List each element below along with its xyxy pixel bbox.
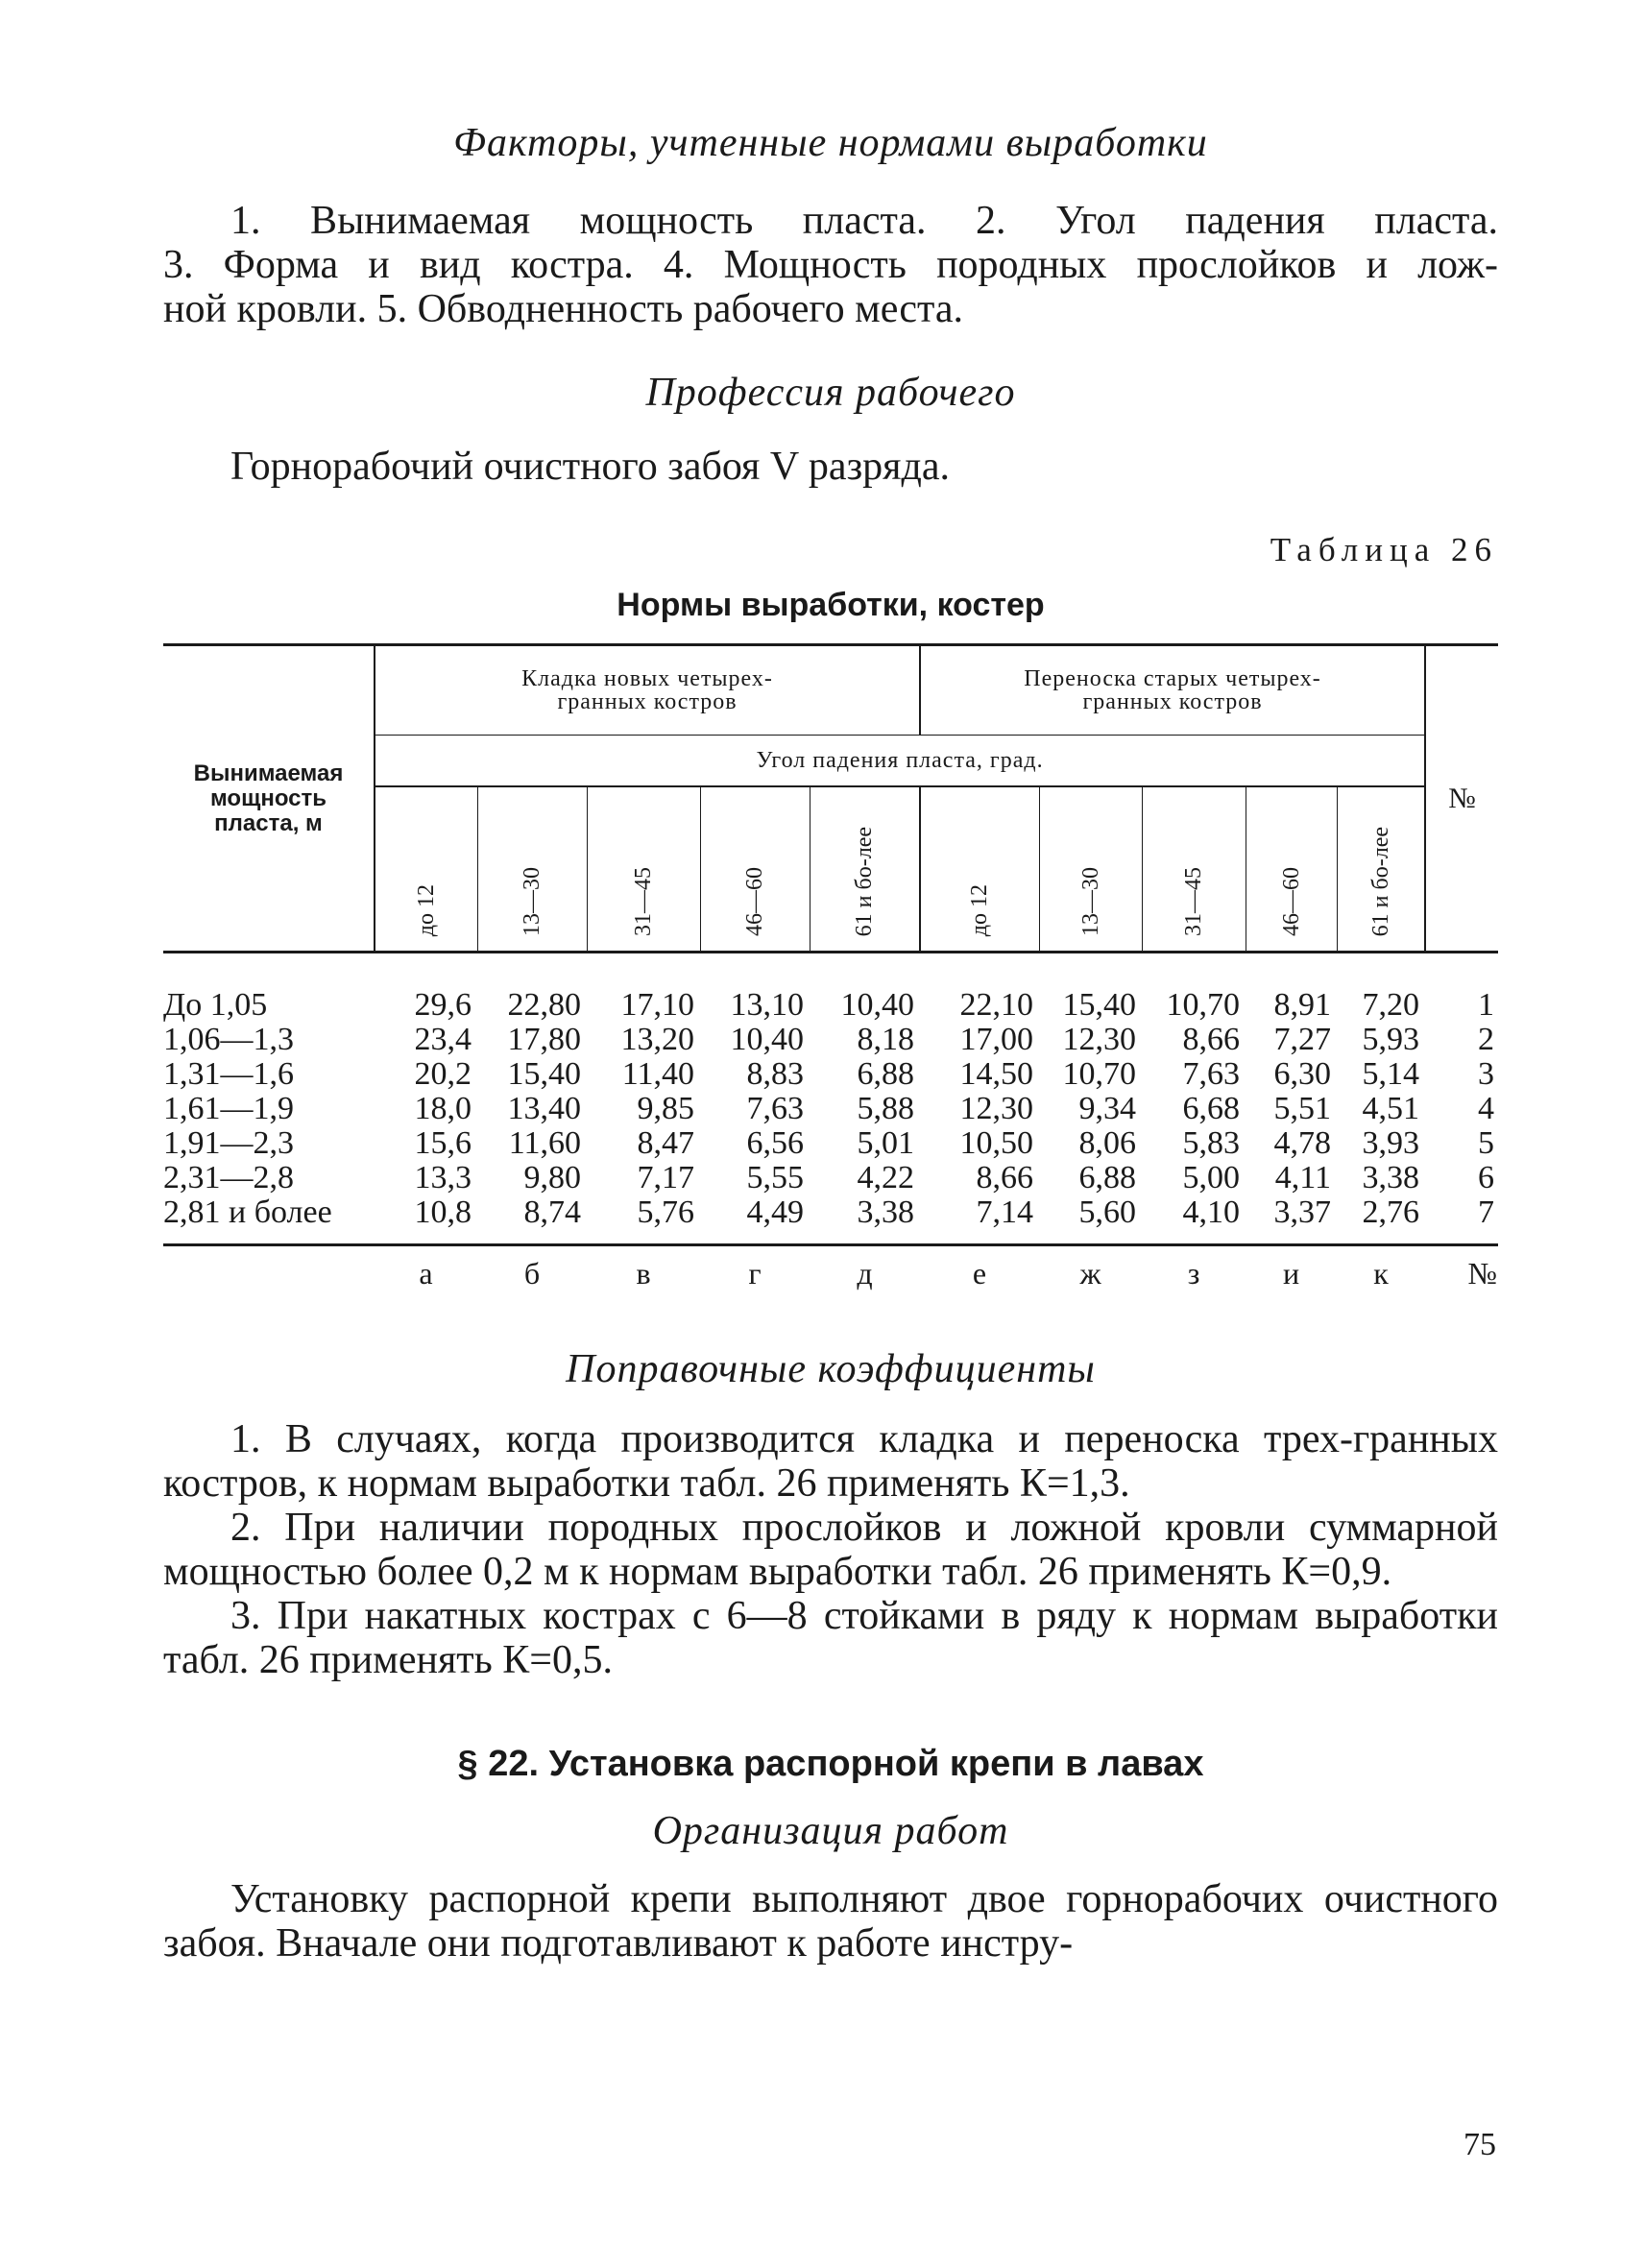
- norms-table: [163, 643, 1498, 1292]
- row-number: 1: [1478, 987, 1495, 1023]
- table-cell: 5,51: [1273, 1091, 1332, 1126]
- angle-col-z: [1142, 786, 1246, 953]
- letters-num: №: [1467, 1256, 1498, 1291]
- table-cell: 5,76: [637, 1194, 694, 1230]
- row-number: 6: [1478, 1160, 1495, 1195]
- table-cell: 4,49: [746, 1194, 804, 1230]
- table-row: [163, 1161, 1498, 1195]
- table-cell: 7,20: [1362, 987, 1420, 1023]
- row-number: 3: [1478, 1056, 1495, 1092]
- column-letter: к: [1373, 1256, 1389, 1291]
- table-cell: 7,14: [976, 1194, 1034, 1230]
- table-cell: 9,85: [637, 1091, 694, 1126]
- table-cell: 17,00: [959, 1022, 1034, 1057]
- table-cell: 15,40: [507, 1056, 581, 1092]
- group-old-line-2: гранных костров: [1082, 689, 1263, 714]
- coefficient-item-1: 1. В случаях, когда производится кладка и переноска трех-гранных костров, к нормам выработки табл. 26 применять К=1,3.: [163, 1417, 1498, 1506]
- table-row: [163, 988, 1498, 1023]
- angle-header-label: Угол падения пласта, град.: [756, 748, 1044, 773]
- table-cell: 8,18: [857, 1022, 915, 1057]
- table-title: Нормы выработки, костер: [617, 587, 1045, 623]
- num-header-label: №: [1448, 782, 1476, 814]
- table-cell: 8,06: [1078, 1125, 1137, 1161]
- angle-label: 31—45: [631, 867, 656, 936]
- row-label: 2,81 и более: [163, 1194, 332, 1230]
- table-cell: 15,40: [1062, 987, 1137, 1023]
- page-number: 75: [1464, 2127, 1496, 2162]
- table-cell: 13,20: [620, 1022, 694, 1057]
- table-cell: 8,47: [637, 1125, 694, 1161]
- row-number: 4: [1478, 1091, 1495, 1126]
- table-cell: 6,30: [1273, 1056, 1332, 1092]
- table-cell: 8,91: [1273, 987, 1332, 1023]
- angle-header: [375, 736, 1425, 787]
- section-text: Установку распорной крепи выполняют двое горнорабочих очистного забоя. Вначале они подготавливают к работе инстру-: [163, 1877, 1498, 1966]
- table-cell: 6,88: [857, 1056, 915, 1092]
- letters-blank: [163, 1245, 375, 1293]
- table-cell: 3,38: [857, 1194, 915, 1230]
- table-row: [163, 1195, 1498, 1245]
- group-new-header: [375, 645, 920, 736]
- table-cell: 3,93: [1362, 1125, 1420, 1161]
- angle-col-b: [477, 786, 587, 953]
- table-cell: 5,88: [857, 1091, 915, 1126]
- table-body: [163, 953, 1498, 1293]
- table-cell: 9,80: [523, 1160, 581, 1195]
- row-label: 2,31—2,8: [163, 1160, 294, 1195]
- table-cell: 10,50: [959, 1125, 1034, 1161]
- table-row: [163, 1057, 1498, 1092]
- table-cell: 22,80: [507, 987, 581, 1023]
- row-number: 2: [1478, 1022, 1495, 1057]
- factors-line-1: 1. Вынимаемая мощность пласта. 2. Угол падения пласта.: [230, 199, 1498, 243]
- angle-label: 13—30: [1077, 867, 1103, 936]
- table-cell: 10,8: [414, 1194, 472, 1230]
- table-cell: 4,10: [1182, 1194, 1241, 1230]
- section-title: § 22. Установка распорной крепи в лавах: [457, 1744, 1204, 1784]
- angle-col-i: [1246, 786, 1337, 953]
- table-cell: 4,22: [857, 1160, 915, 1195]
- angle-label: 61 и бо-лее: [1367, 826, 1393, 936]
- table-cell: 18,0: [414, 1091, 472, 1126]
- angle-col-zh: [1039, 786, 1142, 953]
- group-new-line-2: гранных костров: [557, 689, 738, 714]
- table-cell: 17,80: [507, 1022, 581, 1057]
- table-cell: 7,63: [1182, 1056, 1241, 1092]
- column-letter: а: [419, 1256, 433, 1291]
- angle-col-k: [1337, 786, 1425, 953]
- table-header-row-groups: [163, 645, 1498, 736]
- angle-label: 46—60: [742, 867, 767, 936]
- angle-label: 46—60: [1278, 867, 1304, 936]
- table-cell: 9,34: [1078, 1091, 1137, 1126]
- angle-col-a: [375, 786, 477, 953]
- table-cell: 3,38: [1362, 1160, 1420, 1195]
- row-label: 1,91—2,3: [163, 1125, 294, 1161]
- row-label: 1,31—1,6: [163, 1056, 294, 1092]
- table-cell: 5,93: [1362, 1022, 1420, 1057]
- factors-text: [163, 199, 1498, 331]
- section-subheading: Организация работ: [652, 1809, 1009, 1853]
- column-letter: ж: [1079, 1256, 1101, 1291]
- table-cell: 6,88: [1078, 1160, 1137, 1195]
- angle-label: 61 и бо-лее: [852, 826, 878, 936]
- column-letter: з: [1187, 1256, 1200, 1291]
- table-cell: 10,40: [840, 987, 915, 1023]
- column-letter: и: [1282, 1256, 1300, 1291]
- table-cell: 20,2: [414, 1056, 472, 1092]
- table-cell: 7,17: [637, 1160, 694, 1195]
- angle-label: до 12: [967, 883, 993, 936]
- table-row: [163, 1126, 1498, 1161]
- angle-col-d: [810, 786, 920, 953]
- table-cell: 11,60: [508, 1125, 581, 1161]
- table-cell: 4,51: [1362, 1091, 1420, 1126]
- column-letter: д: [857, 1256, 873, 1291]
- angle-label: до 12: [413, 883, 439, 936]
- coefficient-item-3: 3. При накатных кострах с 6—8 стойками в ряду к нормам выработки табл. 26 применять К=0,5.: [163, 1594, 1498, 1682]
- table-cell: 7,27: [1273, 1022, 1332, 1057]
- table-cell: 14,50: [959, 1056, 1034, 1092]
- table-cell: 6,68: [1182, 1091, 1241, 1126]
- profession-text: Горнорабочий очистного забоя V разряда.: [230, 445, 950, 489]
- factors-line-3: ной кровли. 5. Обводненность рабочего места.: [163, 287, 964, 331]
- column-letter: е: [972, 1256, 987, 1291]
- coefficient-item-2: 2. При наличии породных прослойков и ложной кровли суммарной мощностью более 0,2 м к нормам выработки табл. 26 применять К=0,9.: [163, 1506, 1498, 1594]
- coefficients-heading: Поправочные коэффициенты: [566, 1347, 1096, 1391]
- row-label: 1,06—1,3: [163, 1022, 294, 1057]
- row-label: До 1,05: [163, 987, 268, 1023]
- table-cell: 8,74: [523, 1194, 581, 1230]
- row-number: 5: [1478, 1125, 1495, 1161]
- factors-line-2: 3. Форма и вид костра. 4. Мощность породных прослойков и лож-: [163, 243, 1498, 287]
- num-header: [1425, 645, 1498, 953]
- spacer-row: [163, 953, 1498, 989]
- angle-label: 31—45: [1181, 867, 1207, 936]
- column-letter: г: [748, 1256, 762, 1291]
- table-cell: 22,10: [959, 987, 1034, 1023]
- table-cell: 3,37: [1273, 1194, 1332, 1230]
- table-cell: 12,30: [1062, 1022, 1137, 1057]
- table-cell: 17,10: [620, 987, 694, 1023]
- angle-col-g: [700, 786, 810, 953]
- angle-col-v: [587, 786, 700, 953]
- group-old-line-1: Переноска старых четырех-: [1024, 666, 1321, 691]
- column-letter: в: [636, 1256, 651, 1291]
- factors-heading: Факторы, учтенные нормами выработки: [453, 121, 1208, 165]
- table-cell: 29,6: [414, 987, 472, 1023]
- column-letters-row: [163, 1245, 1498, 1293]
- table-cell: 13,40: [507, 1091, 581, 1126]
- table-row: [163, 1092, 1498, 1126]
- table-cell: 13,10: [730, 987, 804, 1023]
- table-cell: 10,40: [730, 1022, 804, 1057]
- table-cell: 11,40: [621, 1056, 694, 1092]
- table-cell: 7,63: [746, 1091, 804, 1126]
- angle-label: 13—30: [520, 867, 544, 936]
- row-number: 7: [1478, 1194, 1495, 1230]
- table-cell: 6,56: [746, 1125, 804, 1161]
- table-cell: 10,70: [1062, 1056, 1137, 1092]
- table-cell: 4,78: [1273, 1125, 1332, 1161]
- column-letter: б: [523, 1256, 541, 1291]
- table-cell: 5,55: [746, 1160, 804, 1195]
- table-cell: 2,76: [1362, 1194, 1420, 1230]
- table-cell: 5,83: [1182, 1125, 1241, 1161]
- row-header-label: Вынимаемая мощность пласта, м: [193, 760, 344, 836]
- group-new-line-1: Кладка новых четырех-: [521, 666, 773, 691]
- table-cell: 5,00: [1182, 1160, 1241, 1195]
- table-cell: 10,70: [1166, 987, 1241, 1023]
- table-cell: 12,30: [959, 1091, 1034, 1126]
- row-label: 1,61—1,9: [163, 1091, 294, 1126]
- table-cell: 8,83: [746, 1056, 804, 1092]
- table-cell: 8,66: [976, 1160, 1034, 1195]
- page-content: [163, 110, 1498, 1966]
- table-cell: 13,3: [414, 1160, 472, 1195]
- table-cell: 5,60: [1078, 1194, 1137, 1230]
- table-cell: 23,4: [414, 1022, 472, 1057]
- group-old-header: [920, 645, 1425, 736]
- table-cell: 5,14: [1362, 1056, 1420, 1092]
- profession-heading: Профессия рабочего: [645, 371, 1016, 415]
- row-header: [163, 645, 375, 953]
- table-cell: 8,66: [1182, 1022, 1241, 1057]
- table-number: Таблица 26: [1270, 531, 1498, 568]
- table-cell: 4,11: [1274, 1160, 1332, 1195]
- table-cell: 5,01: [857, 1125, 915, 1161]
- table-row: [163, 1023, 1498, 1057]
- table-cell: 15,6: [414, 1125, 472, 1161]
- angle-col-e: [920, 786, 1039, 953]
